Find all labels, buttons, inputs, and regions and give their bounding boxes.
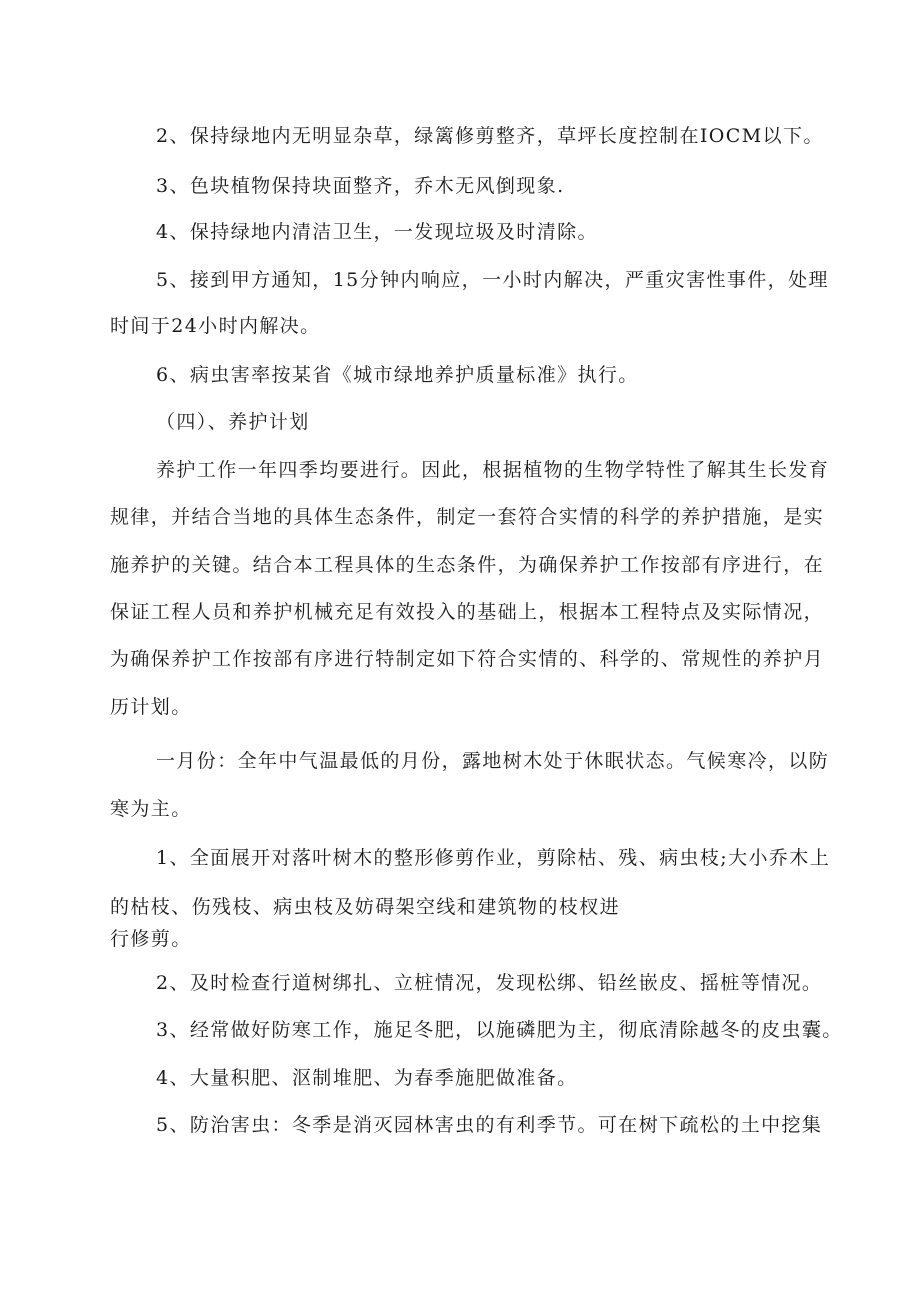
paragraph-line: 2、及时检查行道树绑扎、立桩情况，发现松绑、铅丝嵌皮、摇桩等情况。 <box>156 972 823 994</box>
paragraph-line: 2、保持绿地内无明显杂草，绿篱修剪整齐，草坪长度控制在IOCM以下。 <box>156 125 824 147</box>
paragraph-line: 4、大量积肥、沤制堆肥、为春季施肥做准备。 <box>156 1067 578 1089</box>
paragraph-line: 6、病虫害率按某省《城市绿地养护质量标准》执行。 <box>156 364 639 386</box>
paragraph-line: 规律，并结合当地的具体生态条件，制定一套符合实情的科学的养护措施，是实 <box>110 506 825 528</box>
paragraph-line: 为确保养护工作按部有序进行特制定如下符合实情的、科学的、常规性的养护月 <box>110 648 825 670</box>
paragraph-line: 1、全面展开对落叶树木的整形修剪作业，剪除枯、残、病虫枝;大小乔木上 <box>156 847 831 869</box>
paragraph-line: 时间于24小时内解决。 <box>110 315 321 337</box>
paragraph-line: 3、经常做好防寒工作，施足冬肥，以施磷肥为主，彻底清除越冬的皮虫囊。 <box>156 1019 843 1041</box>
paragraph-line: 行修剪。 <box>110 928 192 950</box>
paragraph-line: 保证工程人员和养护机械充足有效投入的基础上，根据本工程特点及实际情况， <box>110 601 825 623</box>
paragraph-line: 施养护的关键。结合本工程具体的生态条件，为确保养护工作按部有序进行，在 <box>110 554 825 576</box>
section-heading: （四）、养护计划 <box>156 411 310 433</box>
paragraph-line: 5、防治害虫：冬季是消灭园林害虫的有利季节。可在树下疏松的土中挖集 <box>156 1114 823 1136</box>
paragraph-line: 寒为主。 <box>110 798 192 820</box>
paragraph-line: 历计划。 <box>110 696 192 718</box>
paragraph-line: 养护工作一年四季均要进行。因此，根据植物的生物学特性了解其生长发育 <box>156 459 830 481</box>
paragraph-line: 4、保持绿地内清洁卫生，一发现垃圾及时清除。 <box>156 221 598 243</box>
paragraph-line: 的枯枝、伤残枝、病虫枝及妨碍架空线和建筑物的枝杈进 <box>110 896 621 918</box>
paragraph-line: 3、色块植物保持块面整齐，乔木无风倒现象. <box>156 175 565 197</box>
paragraph-line: 一月份：全年中气温最低的月份，露地树木处于休眠状态。气候寒冷，以防 <box>156 750 830 772</box>
paragraph-line: 5、接到甲方通知，15分钟内响应，一小时内解决，严重灾害性事件，处理 <box>156 269 829 291</box>
